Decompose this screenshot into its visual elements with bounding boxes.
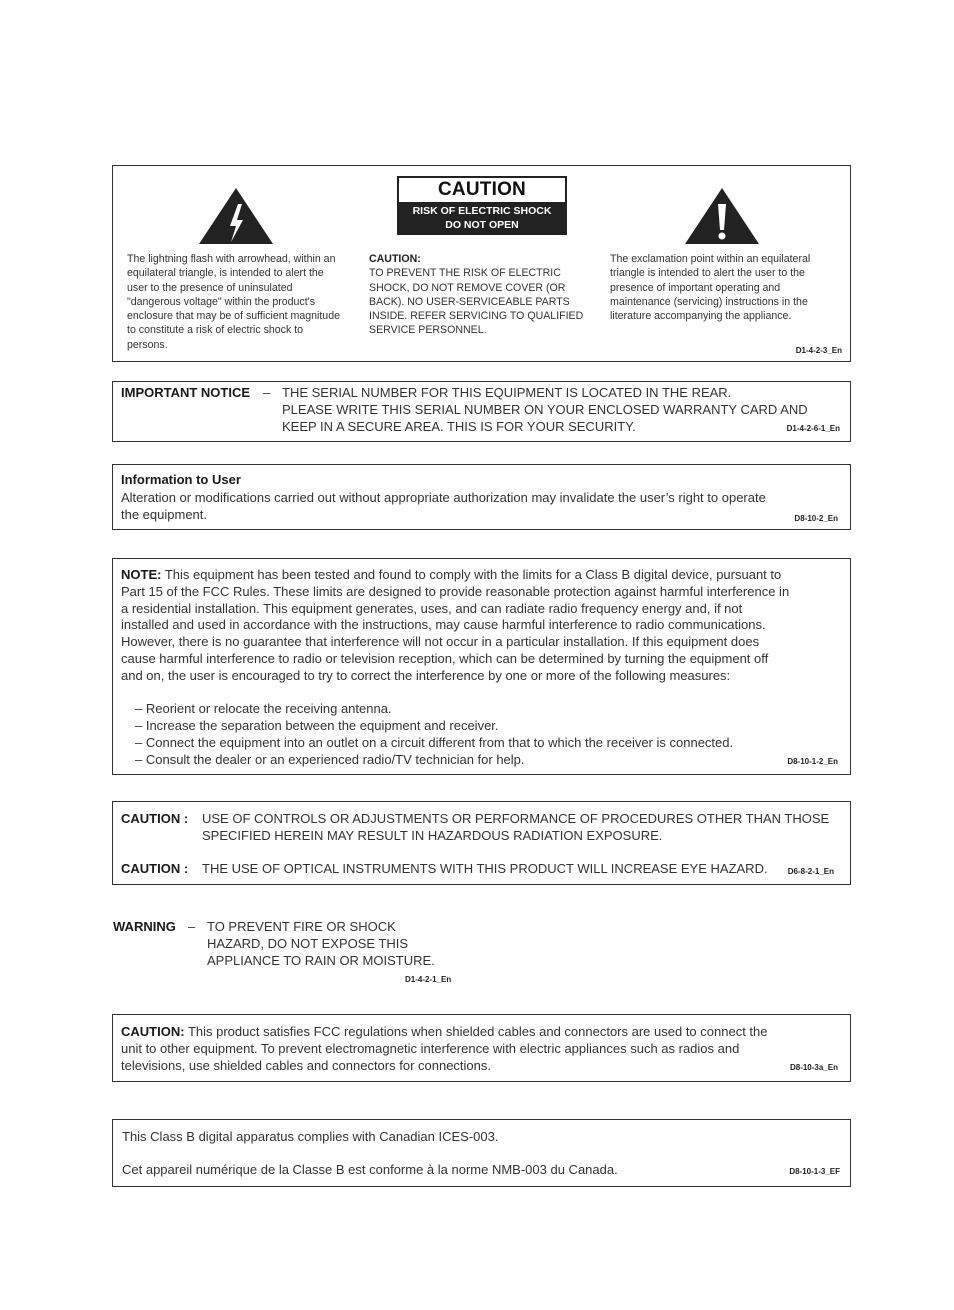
safety-warning-panel bbox=[112, 165, 851, 362]
measure-item: – Reorient or relocate the receiving antenna. bbox=[135, 701, 392, 717]
important-notice-box bbox=[112, 381, 851, 442]
notice-line-1: THE SERIAL NUMBER FOR THIS EQUIPMENT IS LOCATED IN THE REAR. bbox=[282, 385, 732, 400]
notice-line-2: PLEASE WRITE THIS SERIAL NUMBER ON YOUR ENCLOSED WARRANTY CARD AND bbox=[282, 401, 808, 417]
caution-label-1: CAUTION : bbox=[121, 811, 189, 826]
warning-line-2: HAZARD, DO NOT EXPOSE THIS bbox=[207, 935, 409, 951]
fcc-line-4: installed and used in accordance with the instructions, may cause harmful interference to radio communications. bbox=[121, 617, 766, 633]
fcc-note-text bbox=[121, 567, 846, 769]
notice-dash: – bbox=[263, 385, 271, 400]
info-line-2: the equipment. bbox=[121, 506, 208, 522]
caution-label-2: CAUTION : bbox=[121, 861, 189, 876]
lightning-warning-icon bbox=[197, 186, 275, 246]
fcc-note-box bbox=[112, 558, 851, 775]
measure-item: – Increase the separation between the equipment and receiver. bbox=[135, 718, 499, 734]
cable-caution-text bbox=[121, 1024, 841, 1074]
cable-line-3: televisions, use shielded cables and connectors for connections. bbox=[121, 1057, 491, 1073]
doc-code: D8-10-1-3_EF bbox=[789, 1167, 840, 1176]
canada-compliance-box bbox=[112, 1119, 851, 1187]
warning-text bbox=[207, 919, 467, 969]
info-heading: Information to User bbox=[121, 472, 241, 487]
fcc-line-2: Part 15 of the FCC Rules. These limits are designed to provide reasonable protection against harmful interference in bbox=[121, 583, 790, 599]
fcc-line-7: and on, the user is encouraged to try to correct the interference by one or more of the following measures: bbox=[121, 667, 731, 683]
fcc-line-3: a residential installation. This equipment generates, uses, and can radiate radio frequency energy and, if not bbox=[121, 600, 743, 616]
exclamation-warning-icon bbox=[683, 186, 761, 246]
warning-label: WARNING bbox=[113, 919, 176, 934]
cable-line-1: This product satisfies FCC regulations when shielded cables and connectors are used to connect the bbox=[187, 1024, 768, 1039]
measure-item: – Consult the dealer or an experienced radio/TV technician for help. bbox=[135, 751, 525, 767]
doc-code: D8-10-1-2_En bbox=[787, 757, 838, 766]
center-caution-text bbox=[369, 252, 595, 338]
doc-code: D1-4-2-3_En bbox=[795, 346, 842, 355]
caution-text-1-line-2: SPECIFIED HEREIN MAY RESULT IN HAZARDOUS RADIATION EXPOSURE. bbox=[202, 827, 663, 843]
doc-code: D6-8-2-1_En bbox=[787, 867, 834, 876]
caution-label-subtitle bbox=[399, 202, 565, 233]
caution-text-1 bbox=[202, 811, 842, 845]
note-label: NOTE: bbox=[121, 567, 162, 582]
warning-line-1: TO PREVENT FIRE OR SHOCK bbox=[207, 919, 396, 934]
warning-dash: – bbox=[188, 919, 196, 934]
caution-text-2: THE USE OF OPTICAL INSTRUMENTS WITH THIS PRODUCT WILL INCREASE EYE HAZARD. bbox=[202, 861, 768, 876]
caution-label-title: CAUTION bbox=[438, 179, 526, 200]
caution-label-line1: RISK OF ELECTRIC SHOCK bbox=[412, 205, 552, 217]
measure-item: – Connect the equipment into an outlet on a circuit different from that to which the receiver is connected. bbox=[135, 734, 734, 750]
canada-french: Cet appareil numérique de la Classe B est conforme à la norme NMB-003 du Canada. bbox=[122, 1162, 618, 1177]
info-line-1: Alteration or modifications carried out without appropriate authorization may invalidate the user’s right to operate bbox=[121, 490, 766, 505]
caution-label bbox=[397, 176, 567, 235]
info-to-user-box bbox=[112, 464, 851, 530]
notice-text bbox=[282, 385, 842, 435]
center-caution-body: TO PREVENT THE RISK OF ELECTRIC SHOCK, DO NOT REMOVE COVER (OR BACK). NO USER-SERVICEABLE PARTS INSIDE. REFER SERVICING TO QUALIFIED SERVICE PERSONNEL. bbox=[369, 267, 584, 337]
exclamation-explanation: The exclamation point within an equilateral triangle is intended to alert the user to the presence of important operating and maintenance (servicing) instructions in the literature accompanying the appliance. bbox=[610, 253, 811, 323]
laser-caution-box bbox=[112, 801, 851, 885]
caution-text-1-line-1: USE OF CONTROLS OR ADJUSTMENTS OR PERFORMANCE OF PROCEDURES OTHER THAN THOSE bbox=[202, 811, 830, 826]
cable-line-2: unit to other equipment. To prevent electromagnetic interference with electric appliances such as radios and bbox=[121, 1040, 740, 1056]
info-text bbox=[121, 490, 836, 524]
cable-caution-label: CAUTION: bbox=[121, 1024, 185, 1039]
caution-label-line2: DO NOT OPEN bbox=[445, 219, 519, 231]
center-caution-heading: CAUTION: bbox=[369, 253, 421, 265]
warning-line-3: APPLIANCE TO RAIN OR MOISTURE. bbox=[207, 952, 435, 968]
doc-code: D8-10-3a_En bbox=[789, 1063, 838, 1072]
lightning-explanation: The lightning flash with arrowhead, within an equilateral triangle, is intended to alert the user to the presence of uninsulated "dangerous voltage" within the product's enclosure that may be of sufficient magnitude to constitute a risk of electric shock to persons. bbox=[127, 253, 340, 351]
fcc-line-1: This equipment has been tested and found to comply with the limits for a Class B digital device, pursuant to bbox=[164, 567, 782, 582]
doc-code: D1-4-2-1_En bbox=[405, 975, 452, 984]
doc-code: D1-4-2-6-1_En bbox=[786, 424, 840, 433]
important-notice-label: IMPORTANT NOTICE bbox=[121, 385, 251, 400]
fcc-line-5: However, there is no guarantee that interference will not occur in a particular installation. If this equipment does bbox=[121, 634, 760, 650]
notice-line-3: KEEP IN A SECURE AREA. THIS IS FOR YOUR SECURITY. bbox=[282, 418, 636, 434]
doc-code: D8-10-2_En bbox=[794, 514, 838, 523]
canada-english: This Class B digital apparatus complies with Canadian ICES-003. bbox=[122, 1129, 499, 1144]
fcc-line-6: cause harmful interference to radio or television reception, which can be determined by turning the equipment off bbox=[121, 650, 769, 666]
cable-caution-box bbox=[112, 1014, 851, 1082]
